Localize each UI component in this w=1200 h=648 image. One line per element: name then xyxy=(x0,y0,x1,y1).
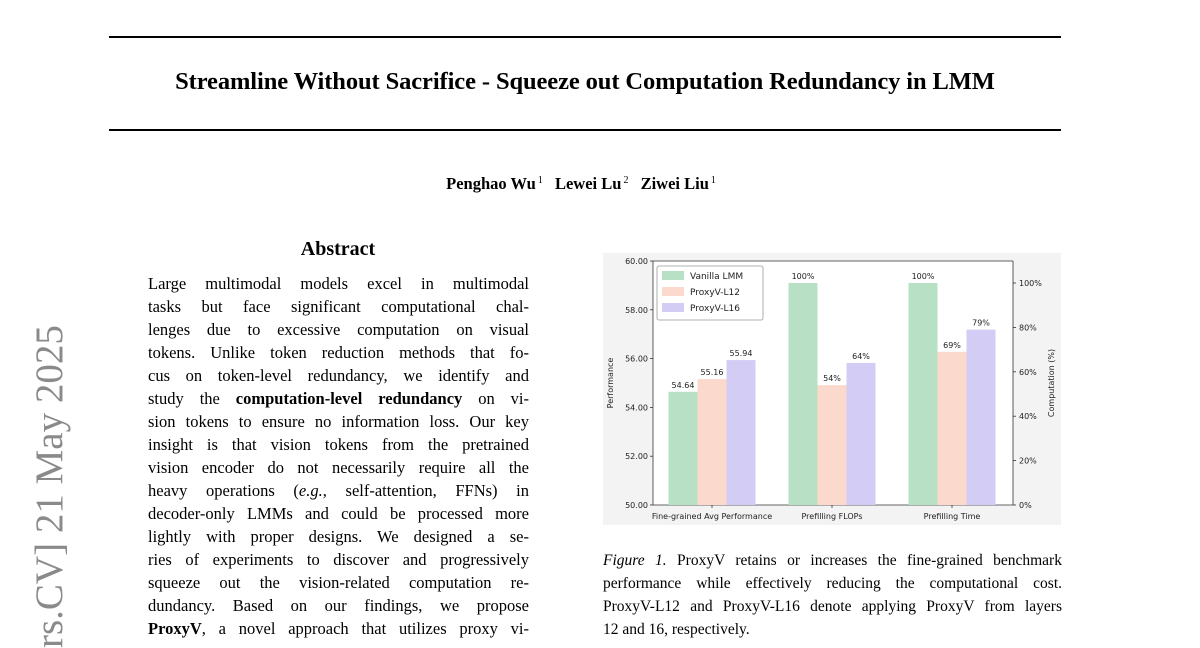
abstract-line: lightly with proper designs. We designed a se- xyxy=(148,527,529,546)
bar xyxy=(727,360,756,505)
abstract-line: heavy operations (e.g., self-attention, FFNs) in xyxy=(148,481,530,500)
bar xyxy=(789,283,818,505)
abstract-line: cus on token-level redundancy, we identify and xyxy=(148,366,529,385)
legend-label: ProxyV-L12 xyxy=(690,288,740,298)
caption-line: performance while effectively reducing the computational cost. xyxy=(603,575,1062,592)
bar-value-label: 55.16 xyxy=(700,368,724,378)
x-tick-label: Prefilling FLOPs xyxy=(801,512,863,521)
bar-value-label: 55.94 xyxy=(729,349,753,359)
bar-chart-svg xyxy=(603,253,1061,525)
bar-value-label: 100% xyxy=(911,272,935,281)
y2-tick-label: 0% xyxy=(1019,501,1032,510)
bar xyxy=(698,379,727,505)
bar-value-label: 100% xyxy=(791,272,815,281)
abstract-line: vision encoder do not necessarily require all the xyxy=(148,458,529,477)
legend-swatch xyxy=(662,287,684,296)
y2-tick-label: 60% xyxy=(1019,367,1037,377)
author-affiliation: 1 xyxy=(710,175,716,186)
abstract-line: ries of experiments to discover and progressively xyxy=(148,550,529,569)
y-tick-label: 54.00 xyxy=(625,403,648,413)
bar xyxy=(818,385,847,505)
y2-tick-label: 20% xyxy=(1019,456,1037,466)
y-tick-label: 50.00 xyxy=(625,501,648,510)
abstract-line: ProxyV, a novel approach that utilizes proxy vi- xyxy=(148,619,529,638)
y-axis-title: Performance xyxy=(606,357,615,409)
x-tick-label: Prefilling Time xyxy=(923,512,981,521)
author-affiliation: 1 xyxy=(537,175,543,186)
bar-value-label: 54.64 xyxy=(671,380,695,390)
caption-line: 12 and 16, respectively. xyxy=(603,621,750,638)
bar xyxy=(669,392,698,505)
legend-label: ProxyV-L16 xyxy=(690,304,740,314)
arxiv-stamp xyxy=(28,308,72,648)
abstract-line: Large multimodal models excel in multimodal xyxy=(148,274,529,293)
abstract-line: dundancy. Based on our findings, we propose xyxy=(148,596,529,615)
abstract-line: tokens. Unlike token reduction methods that fo- xyxy=(148,343,529,362)
y2-axis-title: Computation (%) xyxy=(1047,348,1056,418)
author-list xyxy=(0,174,1170,194)
bottom-rule xyxy=(109,129,1061,131)
caption-line: ProxyV-L12 and ProxyV-L16 denote applying ProxyV from layers xyxy=(603,598,1062,615)
bar xyxy=(909,283,938,505)
legend-label: Vanilla LMM xyxy=(690,272,744,282)
y-tick-label: 60.00 xyxy=(625,257,648,266)
author-affiliation: 2 xyxy=(623,175,629,186)
bar xyxy=(847,363,876,505)
author-name: Ziwei Liu xyxy=(640,174,709,193)
abstract-line: study the computation-level redundancy on vi- xyxy=(148,389,529,408)
figure-1-caption xyxy=(603,549,1062,641)
legend-swatch xyxy=(662,271,684,280)
bar-value-label: 64% xyxy=(852,351,870,361)
caption-line: Figure 1. ProxyV retains or increases the fine-grained benchmark xyxy=(603,552,1062,569)
abstract-line: lenges due to excessive computation on visual xyxy=(148,320,529,339)
y2-tick-label: 80% xyxy=(1019,323,1037,333)
y-tick-label: 52.00 xyxy=(625,452,648,462)
abstract-line: tasks but face significant computational chal- xyxy=(148,297,529,316)
y-tick-label: 58.00 xyxy=(625,305,648,315)
x-tick-label: Fine-grained Avg Performance xyxy=(651,512,773,521)
author-name: Lewei Lu xyxy=(554,174,622,193)
abstract-heading: Abstract xyxy=(300,238,376,260)
abstract-line: insight is that vision tokens from the pretrained xyxy=(148,435,529,454)
figure-1-chart xyxy=(603,253,1061,525)
paper-title: Streamline Without Sacrifice - Squeeze out Computation Redundancy in LMM xyxy=(175,68,995,95)
bar xyxy=(967,330,996,505)
abstract-line: squeeze out the vision-related computation re- xyxy=(148,573,529,592)
abstract-line: decoder-only LMMs and could be processed more xyxy=(148,504,529,523)
bar xyxy=(938,352,967,505)
author-name: Penghao Wu xyxy=(446,174,536,193)
arxiv-stamp-text: rs.CV] 21 May 2025 xyxy=(28,325,71,648)
abstract-line: sion tokens to ensure no information loss. Our key xyxy=(148,412,529,431)
y2-tick-label: 100% xyxy=(1019,279,1042,288)
top-rule xyxy=(109,36,1061,38)
abstract-body xyxy=(148,272,529,640)
y-tick-label: 56.00 xyxy=(625,354,648,364)
legend-swatch xyxy=(662,303,684,312)
bar-value-label: 79% xyxy=(972,318,990,328)
bar-value-label: 69% xyxy=(943,340,961,350)
y2-tick-label: 40% xyxy=(1019,412,1037,422)
bar-value-label: 54% xyxy=(823,374,841,384)
